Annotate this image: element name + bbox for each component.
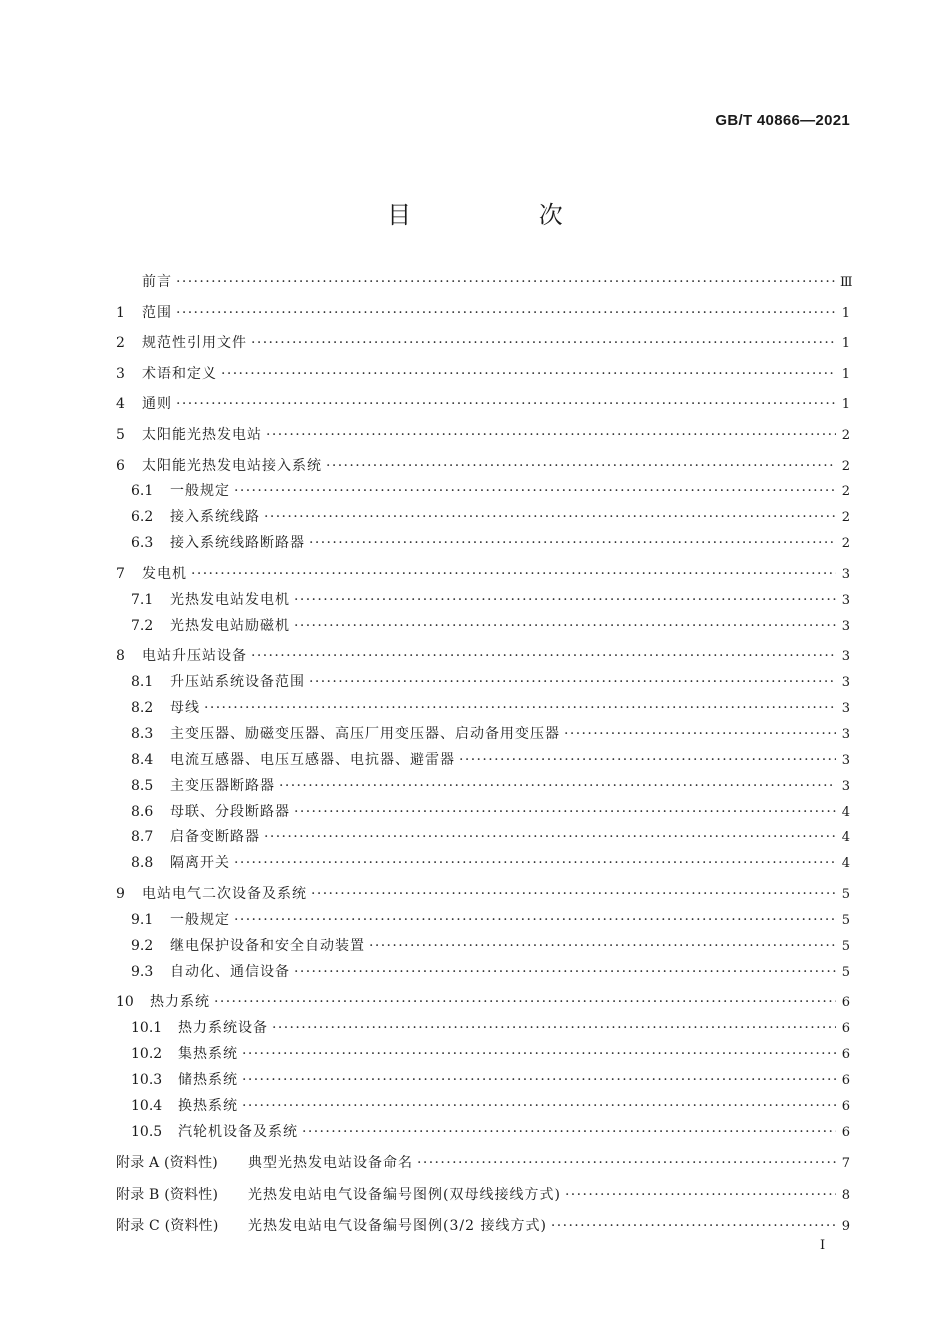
toc-entry-number: 2 xyxy=(116,335,125,352)
toc-entry-number: 5 xyxy=(116,426,125,443)
toc-entry-title: 通则 xyxy=(142,396,172,413)
toc-entry-title: 电站电气二次设备及系统 xyxy=(142,885,307,902)
toc-leader-dots xyxy=(294,802,836,822)
toc-entry-title: 规范性引用文件 xyxy=(142,335,247,352)
toc-entry-title: 集热系统 xyxy=(178,1045,238,1062)
toc-entry-title: 术语和定义 xyxy=(142,365,217,382)
toc-entry-number: 9 xyxy=(116,885,125,902)
toc-leader-dots xyxy=(176,303,836,323)
toc-entry-title: 升压站系统设备范围 xyxy=(170,674,305,691)
toc-entry[interactable] xyxy=(116,507,850,528)
toc-entry[interactable] xyxy=(116,750,850,771)
toc-entry-title: 一般规定 xyxy=(170,911,230,928)
toc-entry-number: 8.4 xyxy=(131,751,154,768)
toc-leader-dots xyxy=(191,564,836,584)
toc-entry-title: 太阳能光热发电站 xyxy=(142,426,262,443)
toc-entry-number: 4 xyxy=(116,396,125,413)
toc-entry-page: 4 xyxy=(841,804,850,820)
toc-entry[interactable] xyxy=(116,533,850,554)
toc-entry[interactable] xyxy=(116,394,850,415)
toc-entry-title: 汽轮机设备及系统 xyxy=(178,1123,298,1140)
toc-entry-page: 6 xyxy=(841,1072,850,1088)
toc-entry-page: 4 xyxy=(841,830,850,846)
toc-entry-number: 6 xyxy=(116,457,125,474)
toc-entry-page: 5 xyxy=(841,964,850,980)
toc-entry[interactable] xyxy=(116,1044,850,1065)
toc-entry[interactable] xyxy=(116,272,853,293)
toc-entry-page: 3 xyxy=(841,778,850,794)
toc-leader-dots xyxy=(251,646,836,666)
toc-entry-page: 6 xyxy=(841,995,850,1011)
toc-leader-dots xyxy=(204,698,836,718)
toc-entry-page: 6 xyxy=(841,1124,850,1140)
toc-entry[interactable] xyxy=(116,672,850,693)
toc-leader-dots xyxy=(279,776,836,796)
toc-entry-title: 发电机 xyxy=(142,565,187,582)
toc-entry[interactable] xyxy=(116,802,850,823)
toc-entry-number: 8.1 xyxy=(131,674,154,691)
toc-leader-dots xyxy=(309,533,836,553)
toc-leader-dots xyxy=(294,962,836,982)
toc-entry-title: 光热发电站电气设备编号图例(双母线接线方式) xyxy=(248,1186,561,1203)
toc-entry-page: 3 xyxy=(841,592,850,608)
toc-entry[interactable] xyxy=(116,425,850,446)
toc-entry-page: 3 xyxy=(841,649,850,665)
toc-entry[interactable] xyxy=(116,776,850,797)
toc-entry[interactable] xyxy=(116,698,850,719)
toc-leader-dots xyxy=(234,481,836,501)
toc-leader-dots xyxy=(551,1216,836,1236)
toc-entry[interactable] xyxy=(116,1070,850,1091)
toc-entry-page: 2 xyxy=(841,427,850,443)
toc-entry-number: 8.6 xyxy=(131,803,154,820)
toc-entry-title: 典型光热发电站设备命名 xyxy=(248,1155,413,1172)
toc-leader-dots xyxy=(264,507,836,527)
toc-entry-title: 范围 xyxy=(142,304,172,321)
toc-entry-page: 3 xyxy=(841,566,850,582)
toc-entry-title: 热力系统设备 xyxy=(178,1020,268,1037)
toc-entry[interactable] xyxy=(116,884,850,905)
toc-leader-dots xyxy=(459,750,836,770)
toc-entry[interactable] xyxy=(116,456,850,477)
toc-entry-page: 5 xyxy=(841,912,850,928)
toc-entry-number: 9.3 xyxy=(131,963,154,980)
toc-entry-page: 3 xyxy=(841,675,850,691)
toc-entry-number: 7.2 xyxy=(131,617,154,634)
standard-code: GB/T 40866—2021 xyxy=(715,112,850,129)
toc-entry-title: 电站升压站设备 xyxy=(142,648,247,665)
toc-entry-page: 3 xyxy=(841,700,850,716)
toc-leader-dots xyxy=(266,425,836,445)
toc-entry-number: 3 xyxy=(116,365,125,382)
toc-leader-dots xyxy=(176,272,836,292)
toc-entry-title: 换热系统 xyxy=(178,1097,238,1114)
toc-entry-number: 6.2 xyxy=(131,509,154,526)
footer-page-number: I xyxy=(820,1238,826,1253)
toc-entry[interactable] xyxy=(116,333,850,354)
toc-entry-page: 4 xyxy=(841,856,850,872)
toc-entry-page: 2 xyxy=(841,536,850,552)
toc-leader-dots xyxy=(565,1185,836,1205)
toc-entry[interactable] xyxy=(116,364,850,385)
toc-leader-dots xyxy=(369,936,836,956)
toc-entry-title: 母联、分段断路器 xyxy=(170,803,290,820)
toc-leader-dots xyxy=(326,456,836,476)
toc-entry[interactable] xyxy=(116,936,850,957)
toc-entry[interactable] xyxy=(116,1153,850,1174)
toc-leader-dots xyxy=(251,333,836,353)
toc-entry-number: 7 xyxy=(116,565,125,582)
toc-entry[interactable] xyxy=(116,910,850,931)
toc-entry-title: 一般规定 xyxy=(170,483,230,500)
toc-entry-page: 1 xyxy=(841,336,850,352)
toc-entry-page: 9 xyxy=(841,1219,850,1235)
toc-leader-dots xyxy=(294,616,836,636)
toc-entry-page: 5 xyxy=(841,938,850,954)
toc-entry-number: 10.2 xyxy=(131,1045,163,1062)
toc-leader-dots xyxy=(234,910,836,930)
toc-entry-title: 光热发电站励磁机 xyxy=(170,617,290,634)
toc-leader-dots xyxy=(234,853,836,873)
toc-entry-title: 太阳能光热发电站接入系统 xyxy=(142,457,322,474)
toc-entry[interactable] xyxy=(116,992,850,1013)
toc-entry-number: 8.2 xyxy=(131,699,154,716)
toc-entry-number: 附录 A (资料性) xyxy=(116,1155,218,1172)
toc-entry[interactable] xyxy=(116,564,850,585)
toc-entry[interactable] xyxy=(116,827,850,848)
toc-entry-title: 母线 xyxy=(170,699,200,716)
toc-entry-page: 6 xyxy=(841,1046,850,1062)
toc-entry-title: 自动化、通信设备 xyxy=(170,963,290,980)
toc-leader-dots xyxy=(264,827,836,847)
toc-entry-number: 8.8 xyxy=(131,855,154,872)
toc-entry-number: 8 xyxy=(116,648,125,665)
toc-entry-page: 8 xyxy=(841,1187,850,1203)
toc-entry-page: 3 xyxy=(841,618,850,634)
toc-entry-page: 2 xyxy=(841,510,850,526)
toc-leader-dots xyxy=(272,1018,836,1038)
toc-entry[interactable] xyxy=(116,853,850,874)
toc-list xyxy=(116,272,853,1237)
toc-entry-number: 6.1 xyxy=(131,483,154,500)
toc-entry[interactable] xyxy=(116,1018,850,1039)
toc-leader-dots xyxy=(564,724,836,744)
toc-entry[interactable] xyxy=(116,481,850,502)
toc-entry[interactable] xyxy=(116,590,850,611)
toc-entry-number: 8.5 xyxy=(131,777,154,794)
toc-entry-title: 光热发电站发电机 xyxy=(170,591,290,608)
toc-entry-number: 10.5 xyxy=(131,1123,163,1140)
toc-entry[interactable] xyxy=(116,1096,850,1117)
toc-leader-dots xyxy=(294,590,836,610)
toc-entry-number: 8.7 xyxy=(131,829,154,846)
toc-entry-title: 隔离开关 xyxy=(170,855,230,872)
toc-leader-dots xyxy=(221,364,836,384)
toc-entry-number: 10 xyxy=(116,994,134,1011)
toc-entry[interactable] xyxy=(116,616,850,637)
toc-leader-dots xyxy=(302,1122,836,1142)
toc-entry[interactable] xyxy=(116,1216,850,1237)
toc-entry-title: 储热系统 xyxy=(178,1071,238,1088)
toc-entry-page: 6 xyxy=(841,1021,850,1037)
toc-leader-dots xyxy=(176,394,836,414)
toc-entry-title: 接入系统线路断路器 xyxy=(170,535,305,552)
toc-entry-number: 8.3 xyxy=(131,725,154,742)
toc-entry-page: 7 xyxy=(841,1156,850,1172)
toc-leader-dots xyxy=(214,992,836,1012)
toc-entry-page: 1 xyxy=(841,366,850,382)
toc-entry-number: 1 xyxy=(116,304,125,321)
toc-leader-dots xyxy=(242,1096,836,1116)
toc-entry-page: Ⅲ xyxy=(840,275,853,290)
toc-entry[interactable] xyxy=(116,724,850,745)
toc-leader-dots xyxy=(311,884,836,904)
toc-leader-dots xyxy=(417,1153,836,1173)
toc-leader-dots xyxy=(242,1044,836,1064)
toc-entry-title: 前言 xyxy=(142,274,172,290)
toc-entry[interactable] xyxy=(116,646,850,667)
toc-entry-title: 主变压器、励磁变压器、高压厂用变压器、启动备用变压器 xyxy=(170,725,560,742)
toc-title: 目 次 xyxy=(387,201,623,229)
toc-entry-page: 2 xyxy=(841,484,850,500)
toc-entry[interactable] xyxy=(116,303,850,324)
toc-entry-page: 5 xyxy=(841,886,850,902)
toc-entry-page: 3 xyxy=(841,752,850,768)
toc-entry-number: 9.2 xyxy=(131,937,154,954)
toc-leader-dots xyxy=(309,672,836,692)
toc-entry[interactable] xyxy=(116,1185,850,1206)
toc-entry-number: 10.4 xyxy=(131,1097,163,1114)
toc-entry[interactable] xyxy=(116,1122,850,1143)
toc-entry-title: 主变压器断路器 xyxy=(170,777,275,794)
toc-entry-page: 1 xyxy=(841,397,850,413)
toc-entry-title: 光热发电站电气设备编号图例(3/2 接线方式) xyxy=(248,1218,547,1235)
toc-entry-number: 7.1 xyxy=(131,591,154,608)
toc-entry-title: 热力系统 xyxy=(150,994,210,1011)
toc-entry-number: 10.3 xyxy=(131,1071,163,1088)
toc-leader-dots xyxy=(242,1070,836,1090)
toc-entry-page: 3 xyxy=(841,726,850,742)
toc-entry-title: 继电保护设备和安全自动装置 xyxy=(170,937,365,954)
toc-entry-number: 9.1 xyxy=(131,911,154,928)
toc-entry-page: 1 xyxy=(841,305,850,321)
toc-entry-number: 附录 C (资料性) xyxy=(116,1218,219,1235)
toc-entry-title: 启备变断路器 xyxy=(170,829,260,846)
toc-entry[interactable] xyxy=(116,962,850,983)
toc-entry-number: 6.3 xyxy=(131,535,154,552)
toc-entry-page: 2 xyxy=(841,458,850,474)
toc-entry-title: 接入系统线路 xyxy=(170,509,260,526)
toc-entry-title: 电流互感器、电压互感器、电抗器、避雷器 xyxy=(170,751,455,768)
toc-entry-page: 6 xyxy=(841,1098,850,1114)
toc-entry-number: 10.1 xyxy=(131,1020,163,1037)
toc-entry-number: 附录 B (资料性) xyxy=(116,1186,219,1203)
